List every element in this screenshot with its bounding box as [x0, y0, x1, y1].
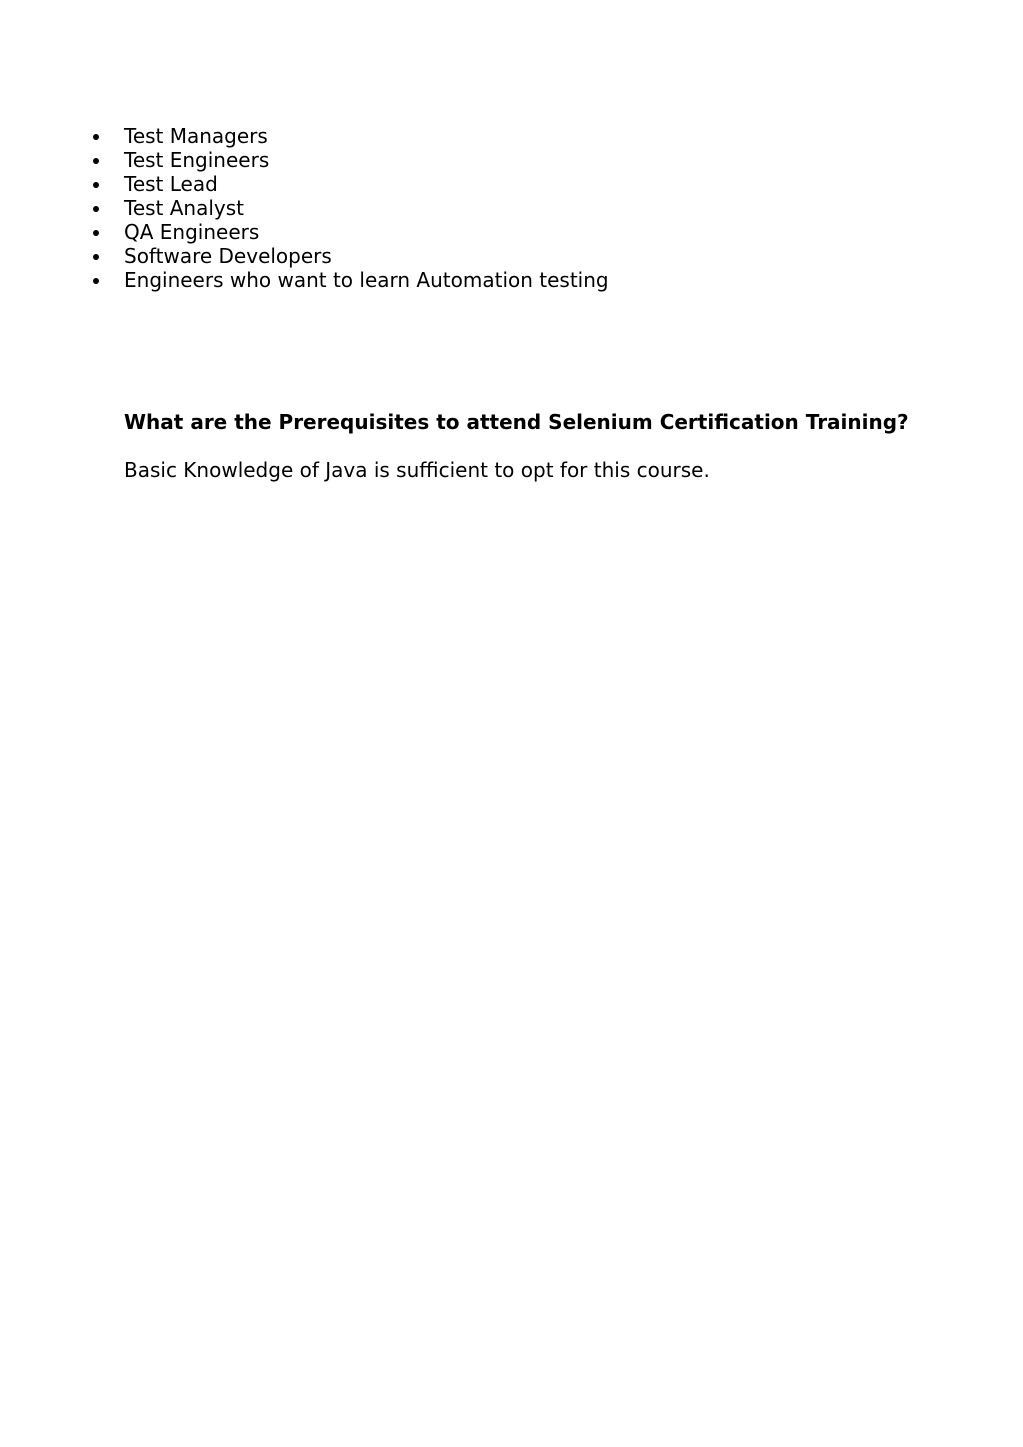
list-item-text: Test Analyst [124, 196, 245, 220]
bullet-icon [93, 182, 99, 188]
list-item-text: Test Managers [124, 124, 268, 148]
bullet-icon [93, 206, 99, 212]
bullet-icon [93, 254, 99, 260]
list-item-text: Test Engineers [124, 148, 270, 172]
bullet-icon [93, 230, 99, 236]
prerequisites-body: Basic Knowledge of Java is sufficient to opt for this course. [124, 458, 710, 482]
list-item [88, 244, 609, 268]
bullet-icon [93, 158, 99, 164]
prerequisites-heading: What are the Prerequisites to attend Selenium Certification Training? [124, 410, 909, 434]
list-item [88, 220, 609, 244]
bullet-icon [93, 278, 99, 284]
list-item-text: Test Lead [124, 172, 218, 196]
list-item-text: QA Engineers [124, 220, 260, 244]
list-item-text: Software Developers [124, 244, 332, 268]
list-item [88, 172, 609, 196]
list-item [88, 196, 609, 220]
bullet-icon [93, 134, 99, 140]
audience-bullet-list [88, 124, 609, 292]
list-item [88, 124, 609, 148]
list-item-text: Engineers who want to learn Automation testing [124, 268, 609, 292]
list-item [88, 148, 609, 172]
list-item [88, 268, 609, 292]
